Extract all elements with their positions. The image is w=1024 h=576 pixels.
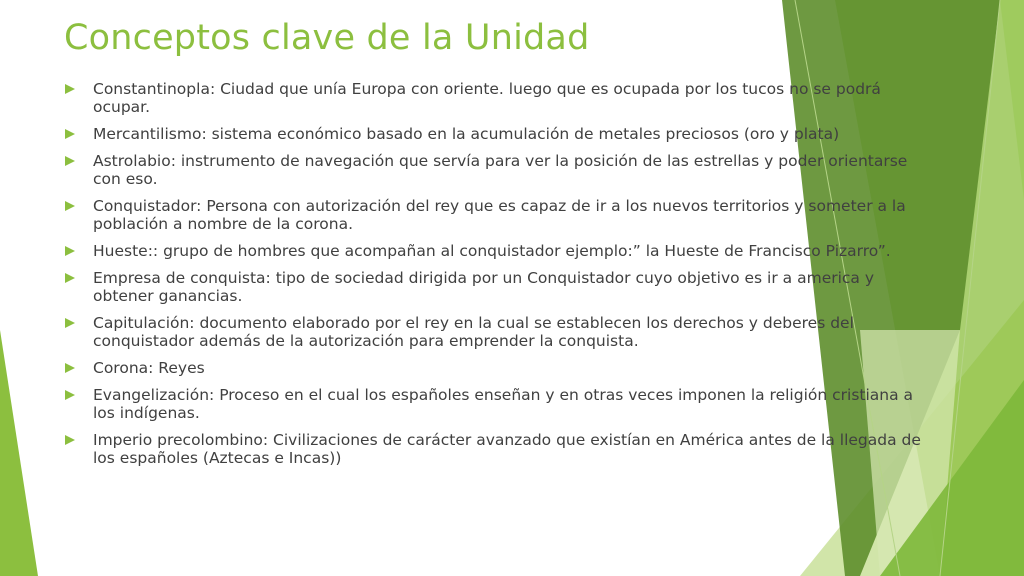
bullet-item [64,197,924,233]
triangle-right-icon [65,84,75,94]
bullet-text: Corona: Reyes [93,359,205,377]
triangle-right-icon [65,201,75,211]
bullet-item [64,152,924,188]
bullet-item [64,314,924,350]
bullet-text: Mercantilismo: sistema económico basado en la acumulación de metales preciosos (oro y plata) [93,125,840,143]
bullet-item [64,125,924,143]
slide-title: Conceptos clave de la Unidad [64,18,590,58]
triangle-right-icon [65,246,75,256]
bullet-item [64,359,924,377]
bullet-text: Hueste:: grupo de hombres que acompañan al conquistador ejemplo:” la Hueste de Francisco Pizarro”. [93,242,891,260]
triangle-right-icon [65,435,75,445]
triangle-right-icon [65,273,75,283]
triangle-right-icon [65,129,75,139]
triangle-right-icon [65,390,75,400]
left-edge-facet [0,330,38,576]
bullet-text: Astrolabio: instrumento de navegación que servía para ver la posición de las estrellas y poder orientarse con eso. [93,152,908,188]
bullet-text: Capitulación: documento elaborado por el rey en la cual se establecen los derechos y deberes del conquistador además de la autorización para emprender la conquista. [93,314,854,350]
triangle-right-icon [65,318,75,328]
bullet-item [64,431,924,467]
bullet-text: Empresa de conquista: tipo de sociedad dirigida por un Conquistador cuyo objetivo es ir a america y obtener ganancias. [93,269,875,305]
bullet-item [64,80,924,116]
bullet-item [64,269,924,305]
bullet-text: Constantinopla: Ciudad que unía Europa con oriente. luego que es ocupada por los tucos no se podrá ocupar. [93,80,881,116]
bullet-text: Evangelización: Proceso en el cual los españoles enseñan y en otras veces imponen la religión cristiana a los indígenas. [93,386,914,422]
bullet-text: Imperio precolombino: Civilizaciones de carácter avanzado que existían en América antes de la llegada de los españoles (Aztecas e Incas)) [93,431,921,467]
bullet-item [64,386,924,422]
triangle-right-icon [65,363,75,373]
bullet-item [64,242,924,260]
bullet-text: Conquistador: Persona con autorización del rey que es capaz de ir a los nuevos territorios y someter a la población a nombre de la corona. [93,197,906,233]
bullet-list [64,80,924,476]
triangle-right-icon [65,156,75,166]
